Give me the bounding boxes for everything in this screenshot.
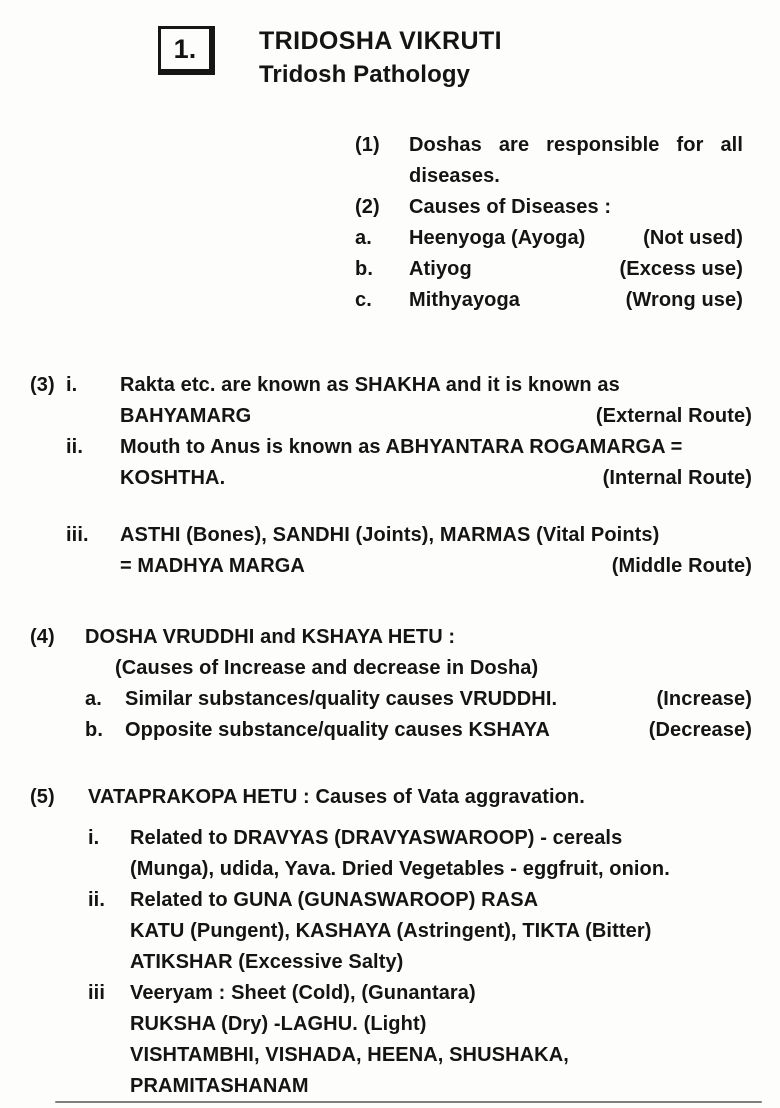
- list-item: [30, 520, 752, 582]
- list-item: [355, 223, 743, 254]
- chapter-header: [0, 0, 780, 90]
- item-note: (Wrong use): [625, 289, 743, 311]
- scan-edge-line: [55, 1101, 762, 1103]
- item-text: (Munga), udida, Yava. Dried Vegetables - eggfruit, onion.: [130, 858, 670, 880]
- item-pair: [409, 285, 743, 316]
- item-body: [120, 370, 752, 432]
- item-text: Atiyog: [409, 258, 472, 280]
- item-marker: a.: [355, 227, 372, 249]
- item-line: [120, 551, 752, 582]
- list-item: [88, 823, 752, 885]
- item-marker: ii.: [66, 436, 83, 458]
- list-item: [355, 254, 743, 285]
- list-item: [85, 715, 752, 746]
- item-note: (Internal Route): [602, 467, 752, 489]
- list-item: [355, 192, 743, 223]
- item-marker: i.: [66, 374, 78, 396]
- item-text: Related to DRAVYAS (DRAVYASWAROOP) - cereals: [130, 827, 623, 849]
- item-note: (External Route): [595, 405, 752, 427]
- section-marker-spacer: [30, 520, 66, 582]
- list-item: [85, 684, 752, 715]
- item-body: [130, 823, 752, 885]
- section-5: [30, 782, 752, 1102]
- item-note: (Middle Route): [611, 555, 752, 577]
- section-marker: (5): [30, 786, 55, 808]
- item-text: Doshas are responsible for all diseases.: [409, 134, 743, 187]
- item-marker: iii.: [66, 524, 89, 546]
- item-body: [120, 520, 752, 582]
- item-text: PRAMITASHANAM: [130, 1075, 309, 1097]
- item-body: [120, 432, 752, 494]
- item-pair: [409, 223, 743, 254]
- item-text: Heenyoga (Ayoga): [409, 227, 586, 249]
- section-marker-spacer: [30, 432, 66, 494]
- list-item: [30, 432, 752, 494]
- item-text: KOSHTHA.: [120, 467, 226, 489]
- item-text: Similar substances/quality causes VRUDDHI.: [125, 688, 558, 710]
- item-body: [130, 885, 752, 978]
- item-text: Opposite substance/quality causes KSHAYA: [125, 719, 550, 741]
- section-heading-row: [30, 782, 752, 813]
- item-marker: (1): [355, 134, 380, 156]
- item-text: Veeryam : Sheet (Cold), (Gunantara): [130, 982, 476, 1004]
- item-note: (Decrease): [648, 719, 752, 741]
- section-marker: (4): [30, 626, 55, 648]
- section-heading-row: [30, 622, 752, 653]
- section-marker: (3): [30, 374, 55, 396]
- item-text: Mithyayoga: [409, 289, 521, 311]
- item-text: Mouth to Anus is known as ABHYANTARA ROGAMARGA =: [120, 436, 683, 458]
- list-item: [30, 370, 752, 432]
- section-heading: DOSHA VRUDDHI and KSHAYA HETU :: [85, 626, 456, 648]
- item-text: ASTHI (Bones), SANDHI (Joints), MARMAS (Vital Points): [120, 524, 660, 546]
- item-pair: [125, 684, 752, 715]
- item-text: Related to GUNA (GUNASWAROOP) RASA: [130, 889, 539, 911]
- item-line: [120, 401, 752, 432]
- item-pair: [125, 715, 752, 746]
- title-block: [259, 26, 502, 90]
- item-note: (Excess use): [619, 258, 743, 280]
- item-marker: ii.: [88, 889, 105, 911]
- intro-list: [355, 130, 743, 316]
- item-note: (Not used): [643, 227, 743, 249]
- item-marker: iii: [88, 982, 105, 1004]
- chapter-number-box: [158, 26, 215, 75]
- section-4: [30, 622, 752, 746]
- item-body: [130, 978, 752, 1102]
- section-3: [30, 370, 752, 582]
- item-marker: i.: [88, 827, 100, 849]
- list-item: [88, 978, 752, 1102]
- list-item: [355, 130, 743, 192]
- page-title: TRIDOSHA VIKRUTI: [259, 27, 502, 55]
- section-subheading: (Causes of Increase and decrease in Dosha): [115, 657, 539, 679]
- item-marker: c.: [355, 289, 372, 311]
- item-text: Rakta etc. are known as SHAKHA and it is known as: [120, 374, 620, 396]
- section-heading: VATAPRAKOPA HETU : Causes of Vata aggravation.: [88, 786, 585, 808]
- item-marker: b.: [355, 258, 373, 280]
- item-text: BAHYAMARG: [120, 405, 252, 427]
- item-line: [120, 463, 752, 494]
- list-item: [355, 285, 743, 316]
- item-marker: a.: [85, 688, 102, 710]
- item-note: (Increase): [656, 688, 752, 710]
- item-text: RUKSHA (Dry) -LAGHU. (Light): [130, 1013, 427, 1035]
- item-marker: b.: [85, 719, 103, 741]
- item-text: = MADHYA MARGA: [120, 555, 305, 577]
- item-text: Causes of Diseases :: [409, 196, 612, 218]
- chapter-number: 1.: [173, 33, 197, 64]
- item-text: KATU (Pungent), KASHAYA (Astringent), TIKTA (Bitter): [130, 920, 652, 942]
- item-text: VISHTAMBHI, VISHADA, HEENA, SHUSHAKA,: [130, 1044, 569, 1066]
- list-item: [88, 885, 752, 978]
- item-pair: [409, 254, 743, 285]
- item-text: ATIKSHAR (Excessive Salty): [130, 951, 404, 973]
- page-subtitle: Tridosh Pathology: [259, 61, 471, 88]
- item-marker: (2): [355, 196, 380, 218]
